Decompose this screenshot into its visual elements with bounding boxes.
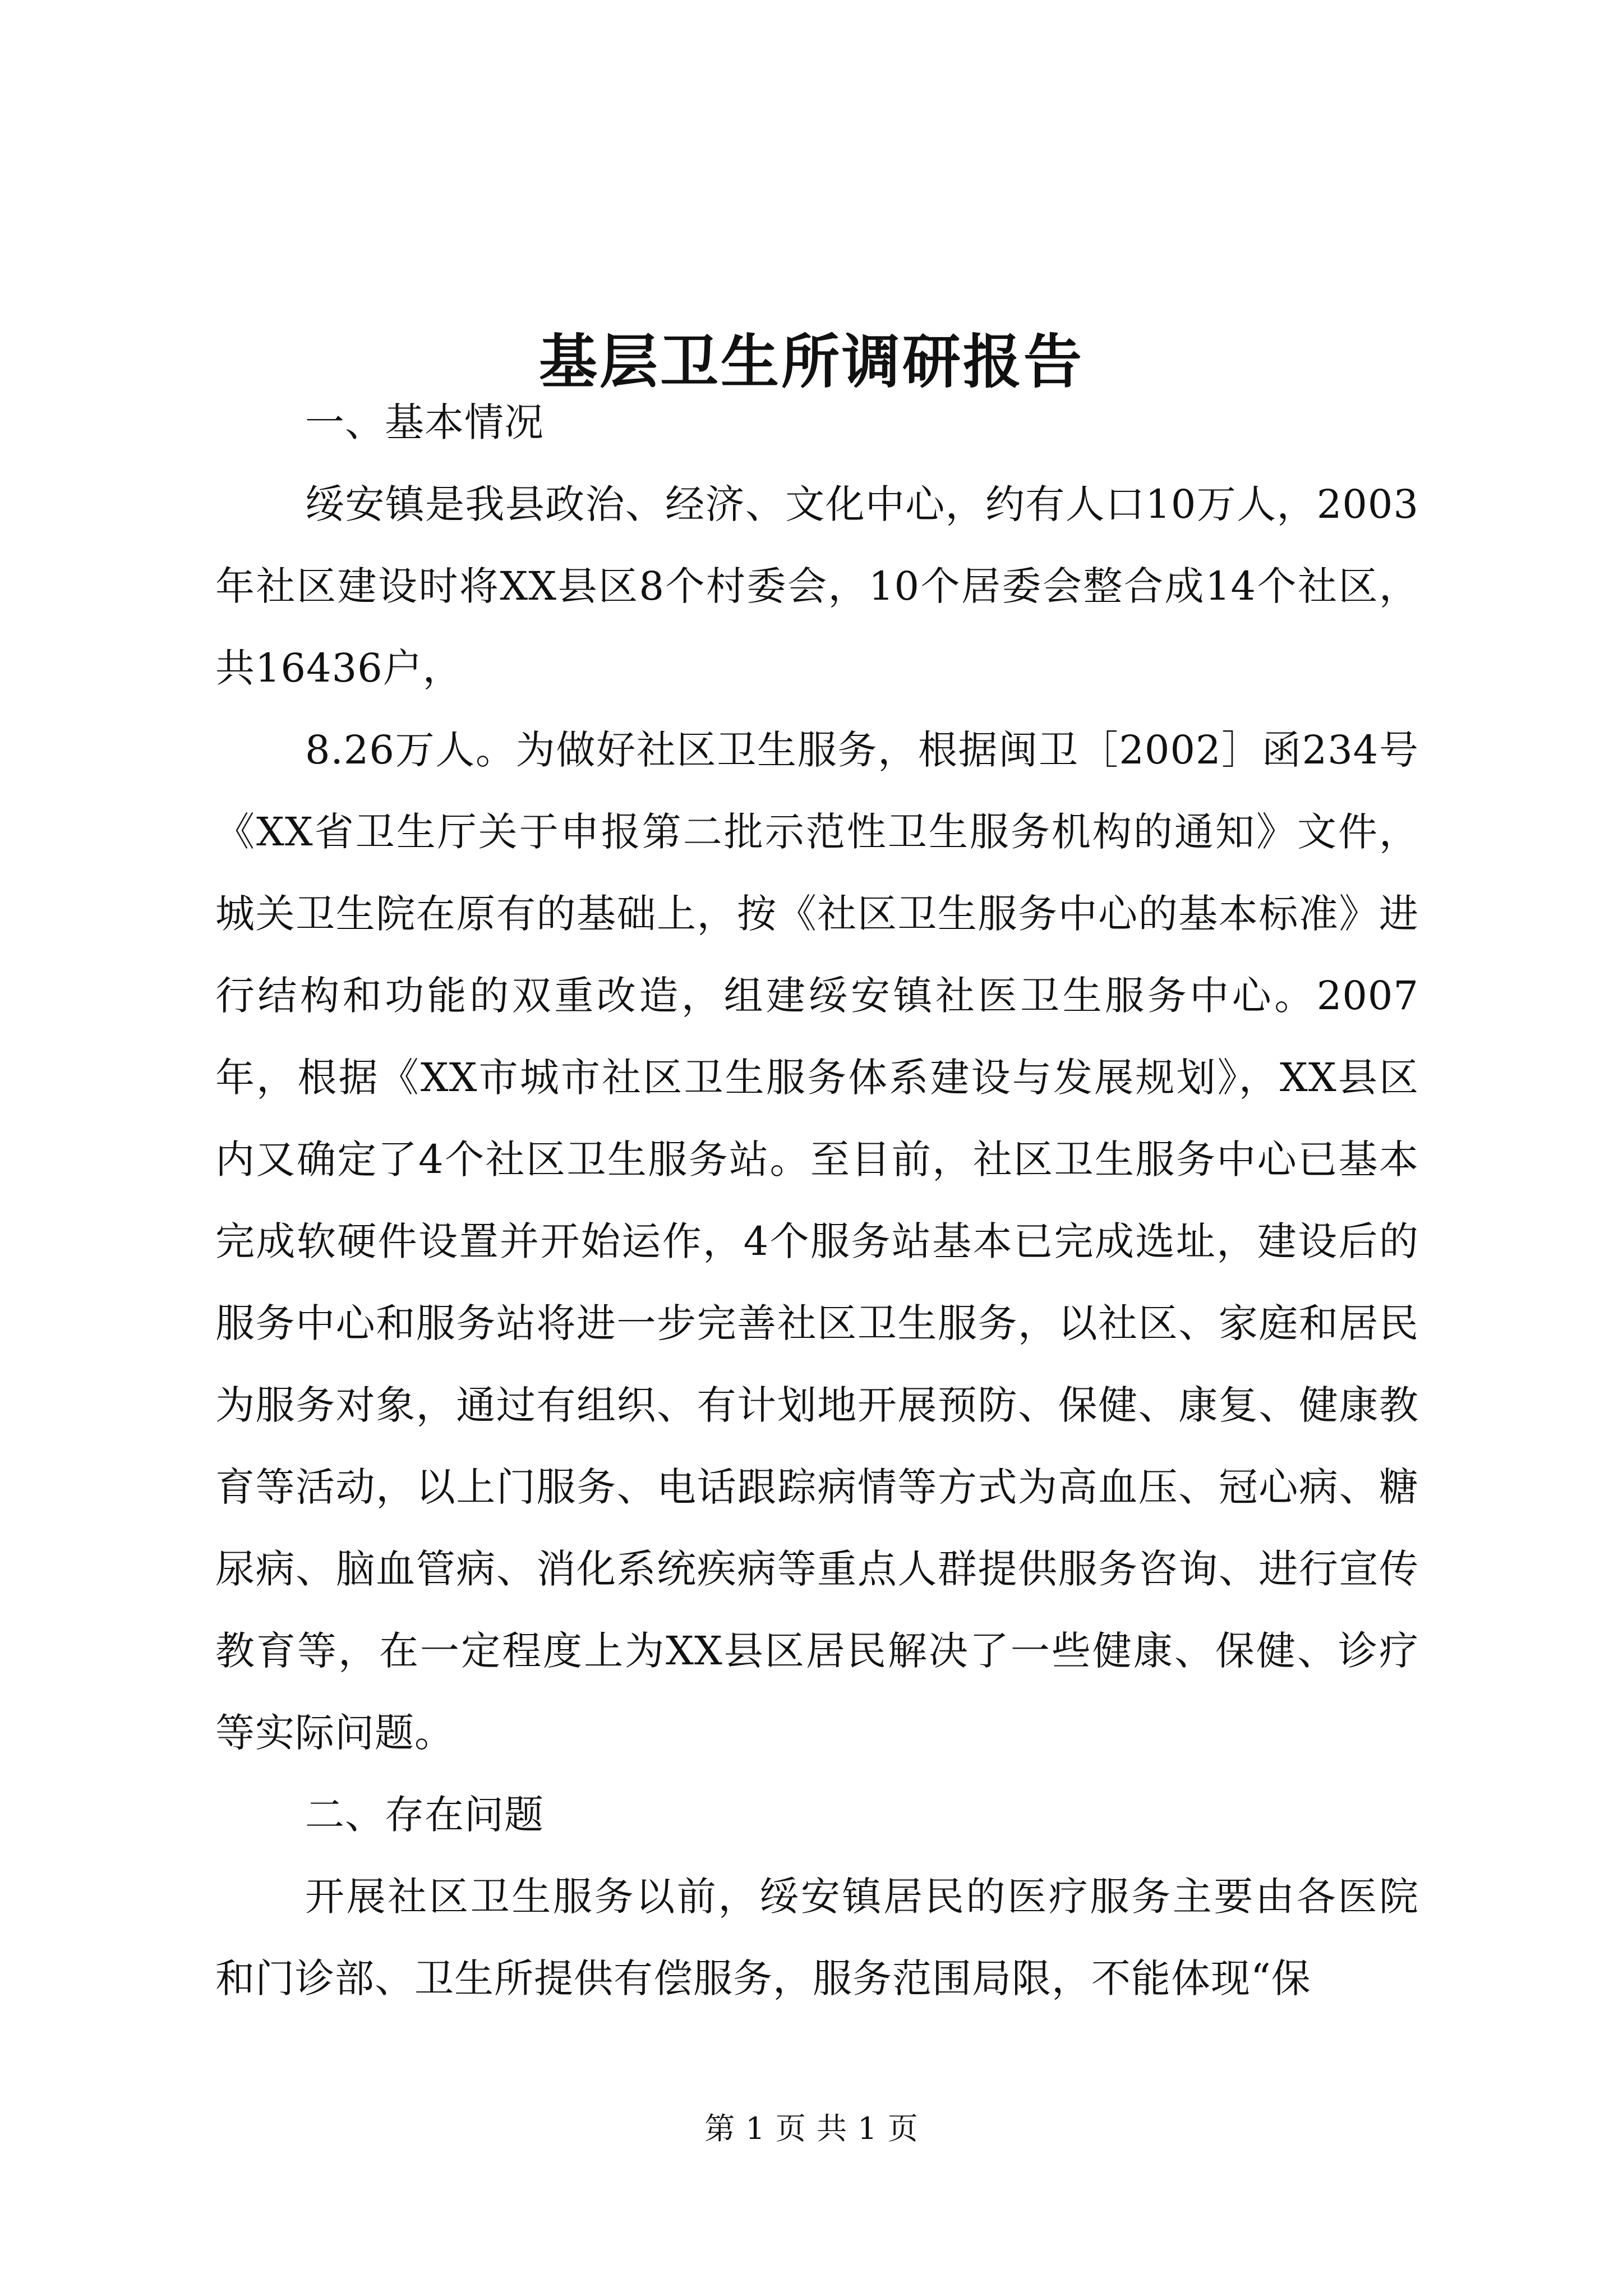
page-footer: 第 1 页 共 1 页	[704, 2111, 919, 2146]
paragraph-problems-intro: 开展社区卫生服务以前，绥安镇居民的医疗服务主要由各医院和门诊部、卫生所提供有偿服务，服务范围局限，不能体现“保	[215, 1874, 1419, 2001]
paragraph-community-health-service: 8.26万人。为做好社区卫生服务，根据闽卫［2002］函234号《XX省卫生厅关于申报第二批示范性卫生服务机构的通知》文件，城关卫生院在原有的基础上，按《社区卫生服务中心的基本标准》进行结构和功能的双重改造，组建绥安镇社医卫生服务中心。2007年，根据《XX市城市社区卫生服务体系建设与发展规划》，XX县区内又确定了4个社区卫生服务站。至目前，社区卫生服务中心已基本完成软硬件设置并开始运作，4个服务站基本已完成选址，建设后的服务中心和服务站将进一步完善社区卫生服务，以社区、家庭和居民为服务对象，通过有组织、有计划地开展预防、保健、康复、健康教育等活动，以上门服务、电话跟踪病情等方式为高血压、冠心病、糖尿病、脑血管病、消化系统疾病等重点人群提供服务咨询、进行宣传教育等，在一定程度上为XX县区居民解决了一些健康、保健、诊疗等实际问题。	[215, 727, 1419, 1756]
section-heading-basic-situation: 一、基本情况	[305, 399, 544, 445]
section-heading-existing-problems: 二、存在问题	[305, 1792, 544, 1838]
paragraph-town-overview: 绥安镇是我县政治、经济、文化中心，约有人口10万人，2003年社区建设时将XX县区8个村委会，10个居委会整合成14个社区，共16436户，	[215, 481, 1419, 691]
document-body	[215, 381, 1419, 2019]
document-title: 基层卫生所调研报告	[538, 326, 1084, 396]
